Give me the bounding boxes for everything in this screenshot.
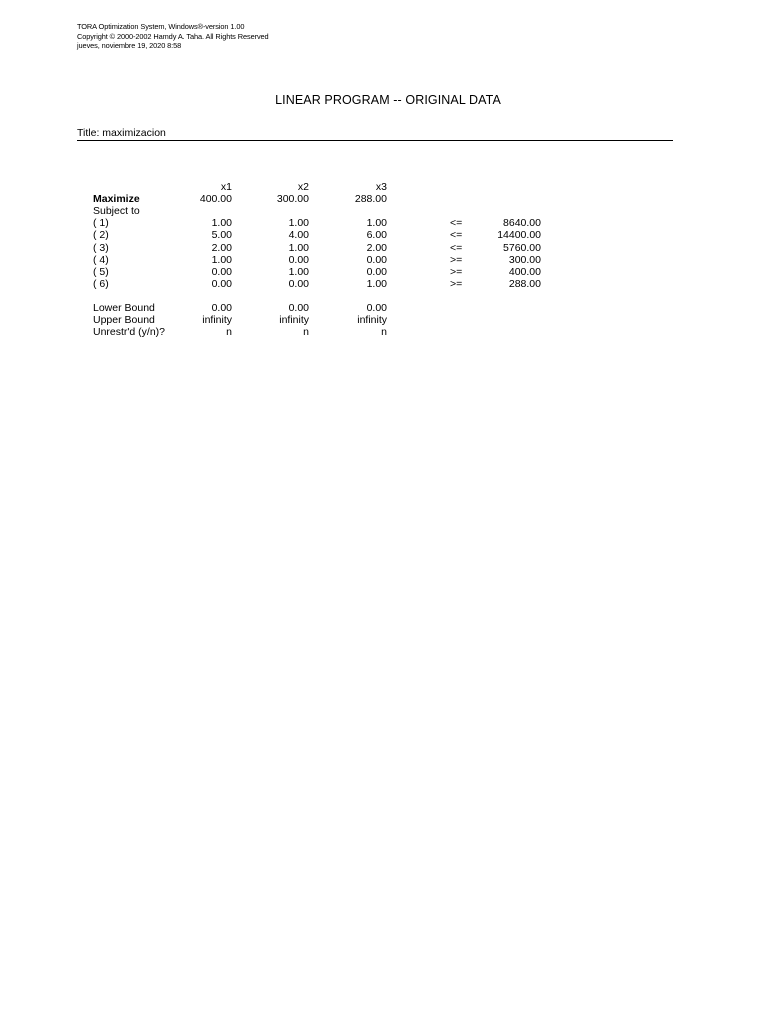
constraint-coefficient: 5.00	[211, 229, 232, 242]
subject-to-label: Subject to	[93, 205, 140, 218]
objective-coefficient: 288.00	[354, 193, 387, 206]
constraint-coefficient: 1.00	[288, 217, 309, 230]
bound-value: infinity	[279, 314, 309, 327]
title-divider	[77, 140, 673, 141]
constraint-coefficient: 4.00	[288, 229, 309, 242]
constraint-label: ( 3)	[93, 241, 109, 254]
bound-value: infinity	[202, 314, 232, 327]
constraint-label: ( 5)	[93, 265, 109, 278]
constraint-sign: <=	[450, 217, 463, 230]
constraint-label: ( 4)	[93, 253, 109, 266]
constraint-label: ( 1)	[93, 217, 109, 230]
constraint-coefficient: 2.00	[211, 241, 232, 254]
constraint-coefficient: 1.00	[211, 253, 232, 266]
bound-label: Lower Bound	[93, 302, 155, 314]
constraint-coefficient: 1.00	[288, 241, 309, 254]
constraint-coefficient: 0.00	[288, 277, 309, 290]
constraint-coefficient: 1.00	[366, 217, 387, 230]
constraint-coefficient: 1.00	[211, 217, 232, 230]
constraint-coefficient: 0.00	[366, 265, 387, 278]
constraint-label: ( 6)	[93, 277, 109, 290]
constraint-sign: <=	[450, 229, 463, 242]
report-timestamp: jueves, noviembre 19, 2020 8:58	[77, 41, 182, 51]
problem-title: Title: maximizacion	[77, 127, 166, 139]
constraint-rhs: 400.00	[508, 265, 541, 278]
software-name: TORA Optimization System, Windows®-version 1.00	[77, 22, 245, 31]
bound-value: 0.00	[211, 302, 232, 314]
constraint-rhs: 288.00	[508, 277, 541, 290]
bound-label: Unrestr'd (y/n)?	[93, 326, 166, 339]
constraint-coefficient: 0.00	[211, 265, 232, 278]
variable-header-x1: x1	[220, 181, 232, 193]
constraint-rhs: 8640.00	[503, 217, 541, 230]
constraint-sign: >=	[450, 277, 463, 290]
bound-value: n	[381, 326, 387, 339]
constraint-rhs: 5760.00	[503, 241, 541, 254]
report-title: LINEAR PROGRAM -- ORIGINAL DATA	[275, 93, 501, 107]
objective-coefficient: 400.00	[199, 193, 232, 206]
constraint-coefficient: 0.00	[288, 253, 309, 266]
constraint-coefficient: 0.00	[366, 253, 387, 266]
bound-value: 0.00	[366, 302, 387, 314]
constraint-sign: <=	[450, 241, 463, 254]
bound-value: n	[226, 326, 232, 339]
bound-value: infinity	[357, 314, 387, 327]
constraint-label: ( 2)	[93, 229, 109, 242]
constraint-coefficient: 6.00	[366, 229, 387, 242]
bound-value: 0.00	[288, 302, 309, 314]
bound-value: n	[303, 326, 309, 339]
constraint-sign: >=	[450, 253, 463, 266]
constraint-coefficient: 2.00	[366, 241, 387, 254]
report-header	[77, 22, 269, 51]
copyright-notice: Copyright © 2000-2002 Hamdy A. Taha. All Rights Reserved	[77, 31, 269, 41]
objective-label: Maximize	[93, 193, 140, 206]
constraint-coefficient: 1.00	[288, 265, 309, 278]
variable-header-x3: x3	[375, 181, 387, 193]
constraint-sign: >=	[450, 265, 463, 278]
bound-label: Upper Bound	[93, 314, 155, 327]
constraint-rhs: 300.00	[508, 253, 541, 266]
constraint-coefficient: 0.00	[211, 277, 232, 290]
constraint-coefficient: 1.00	[366, 277, 387, 290]
objective-coefficient: 300.00	[276, 193, 309, 206]
constraint-rhs: 14400.00	[497, 229, 541, 242]
variable-header-x2: x2	[297, 181, 309, 193]
